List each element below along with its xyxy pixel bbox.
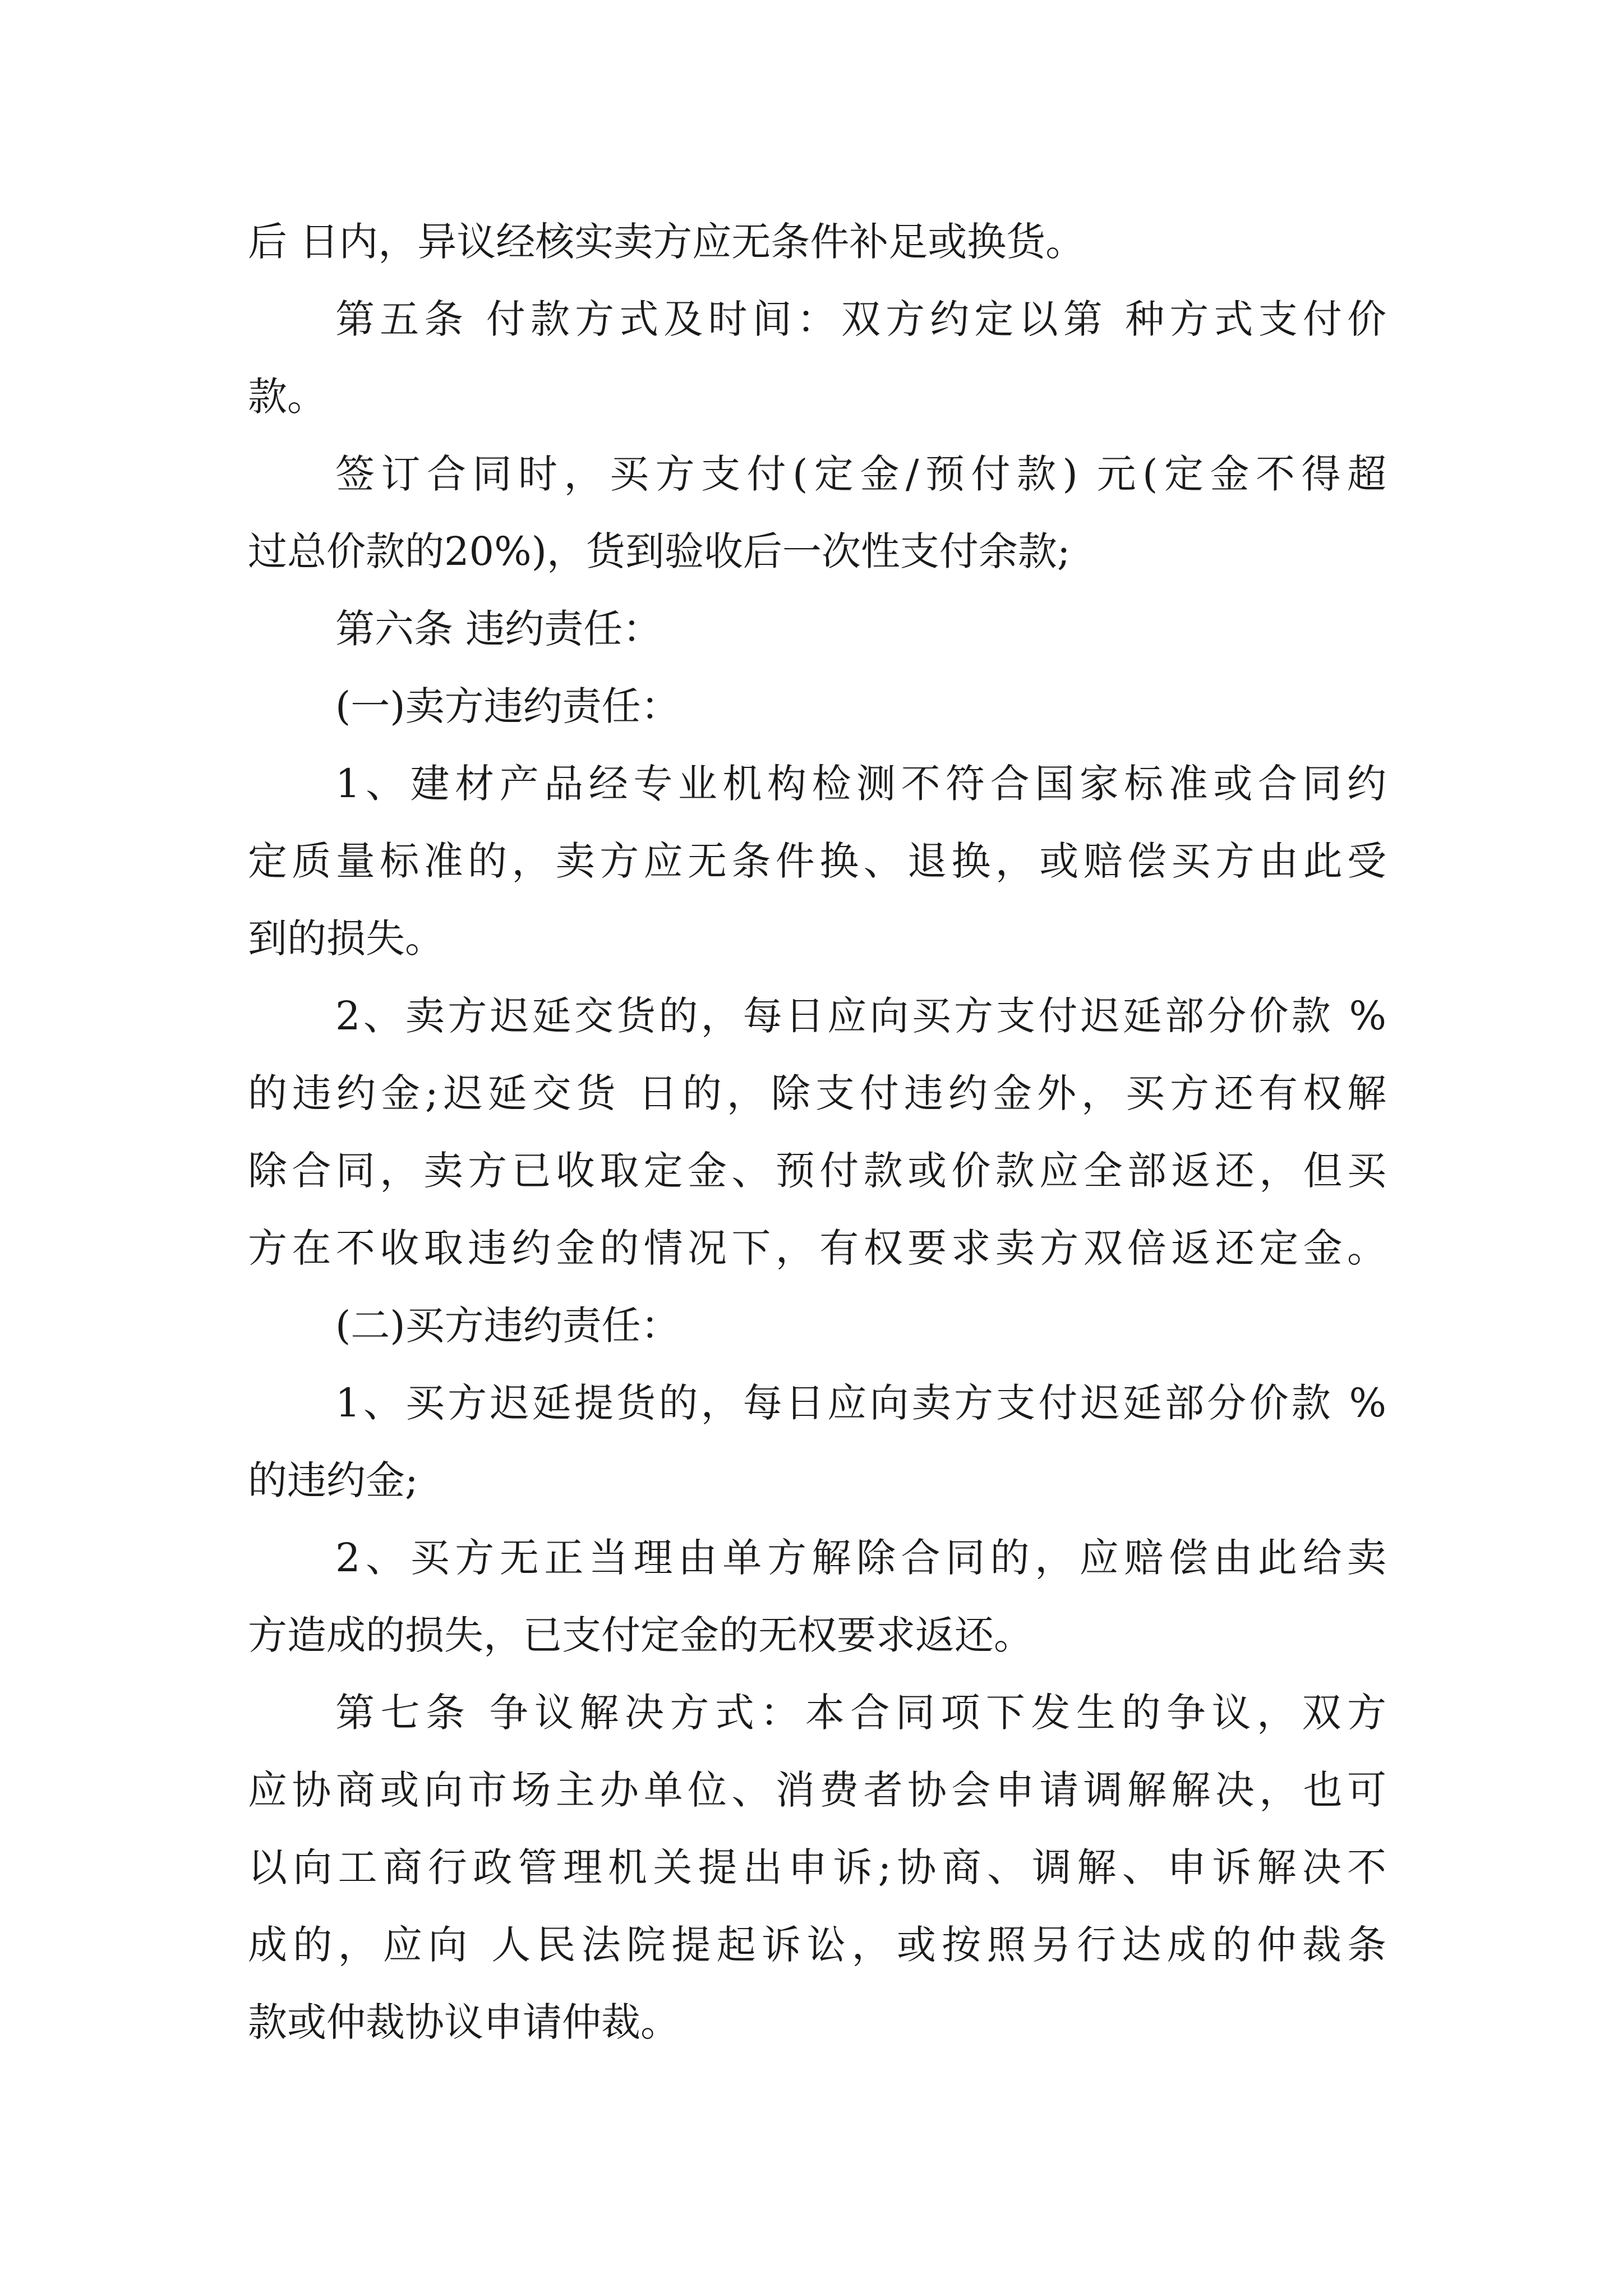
text-line: 2、卖方迟延交货的，每日应向买方支付迟延部分价款 % (335, 993, 1386, 1039)
text-line: 方造成的损失，已支付定金的无权要求返还。 (248, 1612, 1033, 1658)
text-line: 以向工商行政管理机关提出申诉;协商、调解、申诉解决不 (248, 1844, 1386, 1890)
text-line: 方在不收取违约金的情况下，有权要求卖方双倍返还定金。 (248, 1225, 1386, 1271)
text-line: 款。 (248, 374, 326, 420)
text-line: 第六条 违约责任： (335, 606, 662, 652)
text-line: 签订合同时，买方支付(定金/预付款) 元(定金不得超 (335, 451, 1386, 497)
text-line: 2、买方无正当理由单方解除合同的，应赔偿由此给卖 (335, 1535, 1386, 1581)
text-line: 应协商或向市场主办单位、消费者协会申请调解解决，也可 (248, 1767, 1386, 1813)
text-line: (一)卖方违约责任： (335, 683, 680, 729)
text-line: 过总价款的20%)，货到验收后一次性支付余款; (248, 528, 1071, 574)
text-line: 的违约金; (248, 1457, 418, 1503)
text-line: (二)买方违约责任： (335, 1303, 680, 1349)
text-line: 定质量标准的，卖方应无条件换、退换，或赔偿买方由此受 (248, 838, 1386, 884)
contract-body (248, 203, 1386, 2061)
text-line: 第七条 争议解决方式：本合同项下发生的争议，双方 (335, 1690, 1386, 1736)
text-line: 1、买方迟延提货的，每日应向卖方支付迟延部分价款 % (335, 1380, 1386, 1426)
text-line: 成的，应向 人民法院提起诉讼，或按照另行达成的仲裁条 (248, 1922, 1386, 1968)
text-line: 后 日内，异议经核实卖方应无条件补足或换货。 (248, 219, 1085, 265)
text-line: 的违约金;迟延交货 日的，除支付违约金外，买方还有权解 (248, 1070, 1386, 1116)
text-line: 到的损失。 (248, 915, 444, 961)
text-line: 1、建材产品经专业机构检测不符合国家标准或合同约 (335, 761, 1386, 807)
text-line: 第五条 付款方式及时间：双方约定以第 种方式支付价 (335, 296, 1386, 342)
text-line: 款或仲裁协议申请仲裁。 (248, 1999, 680, 2045)
text-line: 除合同，卖方已收取定金、预付款或价款应全部返还，但买 (248, 1148, 1386, 1194)
